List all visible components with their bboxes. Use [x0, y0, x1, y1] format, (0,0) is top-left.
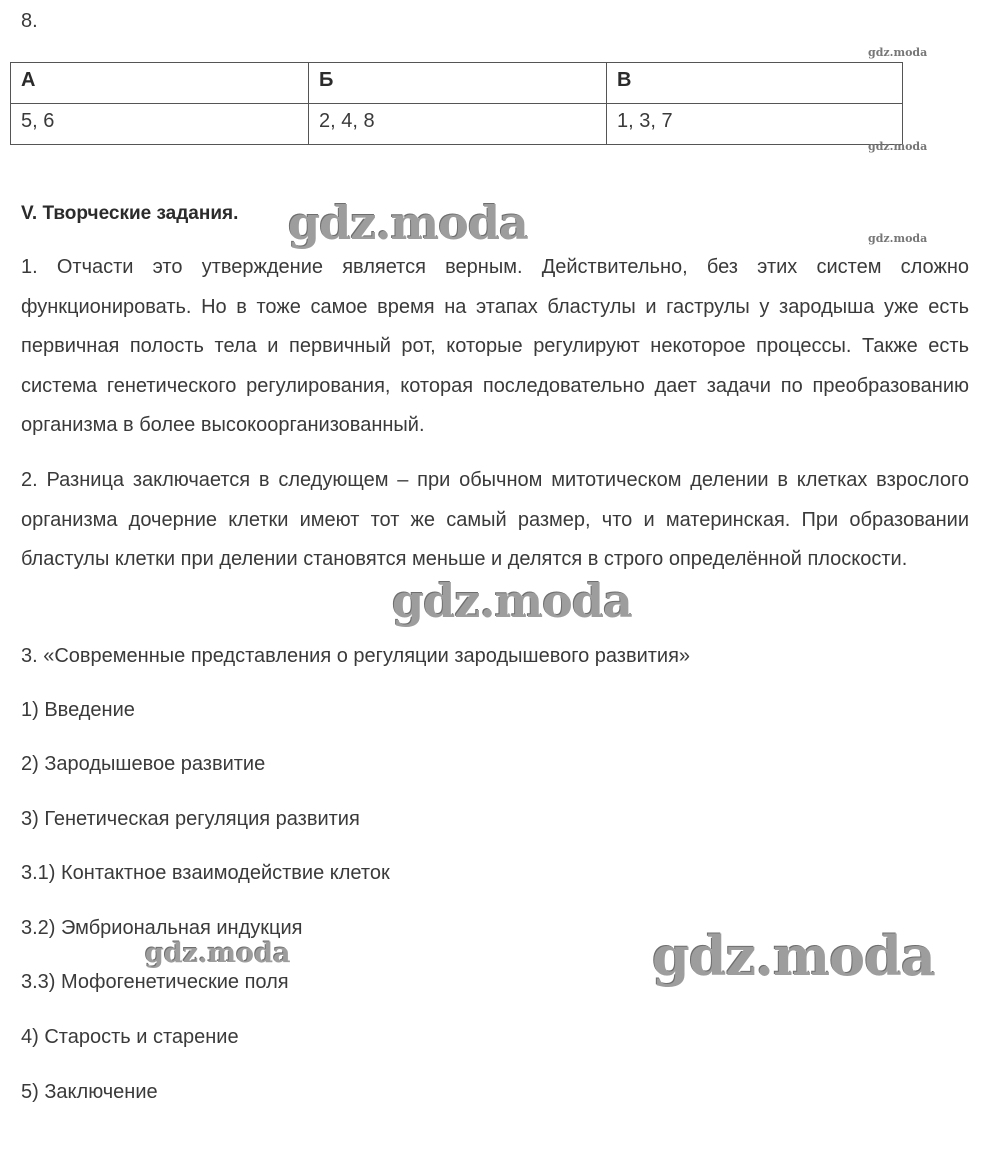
outline-item: 1) Введение — [21, 699, 135, 721]
watermark: gdz.moda — [392, 574, 632, 628]
task-number: 8. — [21, 10, 38, 32]
table-cell: 5, 6 — [11, 104, 309, 145]
table-header-row — [11, 63, 903, 104]
topic-line: 3. «Современные представления о регуляции зародышевого развития» — [21, 645, 691, 667]
table-header-cell: В — [607, 63, 903, 104]
outline-item: 5) Заключение — [21, 1081, 158, 1103]
watermark: gdz.moda — [868, 232, 928, 245]
watermark: gdz.moda — [868, 140, 928, 153]
paragraph-2: 2. Разница заключается в следующем – при обычном митотическом делении в клетках взрослого организма дочерние клетки имеют тот же самый размер, что и материнская. При образовании бластулы клетки при делении становятся меньше и делятся в строго определённой плоскости. — [21, 469, 969, 570]
outline-item: 4) Старость и старение — [21, 1026, 239, 1048]
outline-item: 3.3) Мофогенетические поля — [21, 971, 289, 993]
outline-item: 3.2) Эмбриональная индукция — [21, 917, 303, 939]
paragraph-1: 1. Отчасти это утверждение является верным. Действительно, без этих систем сложно функционировать. Но в тоже самое время на этапах бластулы и гаструлы у зародыша уже есть первичная полость тела и первичный рот, которые регулируют некоторое процессы. Также есть система генетического регулирования, которая последовательно дает задачи по преобразованию организма в более высокоорганизованный. — [21, 256, 969, 436]
watermark: gdz.moda — [288, 196, 528, 250]
watermark: gdz.moda — [652, 924, 935, 988]
outline-item: 2) Зародышевое развитие — [21, 753, 266, 775]
table-cell: 1, 3, 7 — [607, 104, 903, 145]
table-header-cell: Б — [309, 63, 607, 104]
outline-item: 3.1) Контактное взаимодействие клеток — [21, 862, 390, 884]
outline-item: 3) Генетическая регуляция развития — [21, 808, 360, 830]
table-cell: 2, 4, 8 — [309, 104, 607, 145]
watermark: gdz.moda — [145, 938, 291, 969]
answer-table — [10, 62, 903, 145]
watermark: gdz.moda — [868, 46, 928, 59]
section-title: V. Творческие задания. — [21, 203, 239, 224]
table-header-cell: А — [11, 63, 309, 104]
table-row — [11, 104, 903, 145]
